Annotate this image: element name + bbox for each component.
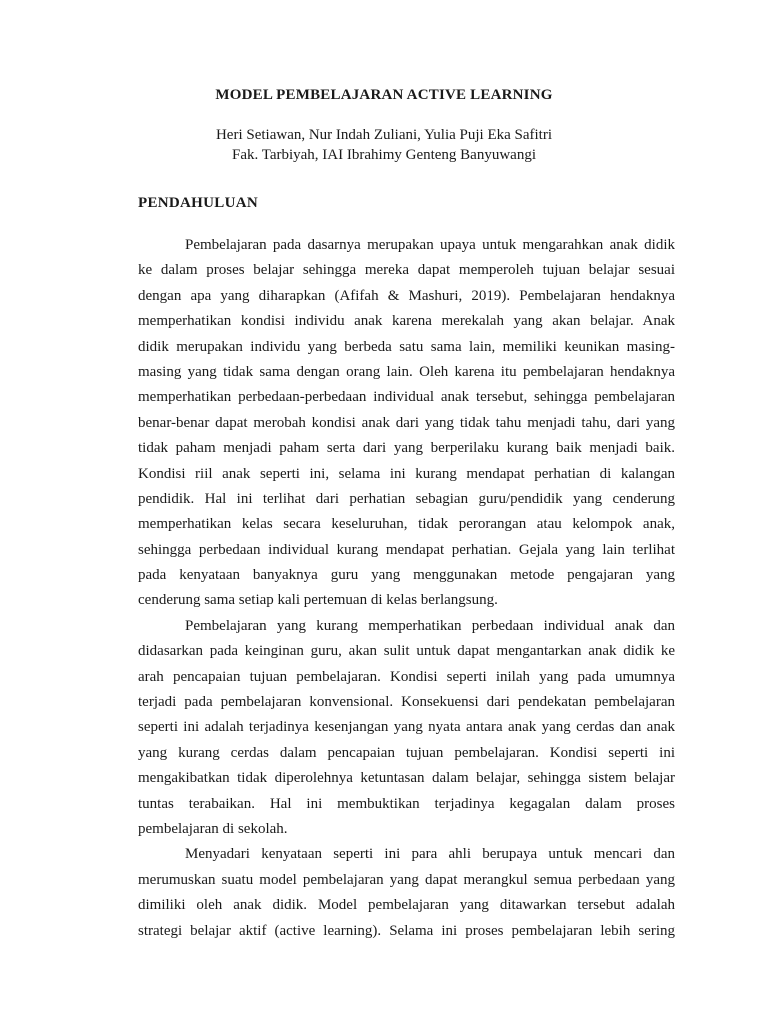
text-line: Menyadari kenyataan seperti ini para ahli berupaya untuk mencari dan [185,846,675,863]
text-line: masing yang tidak sama dengan orang lain. Oleh karena itu pembelajaran hendaknya [138,363,675,380]
text-line: merumuskan suatu model pembelajaran yang dapat merangkul semua perbedaan yang [138,871,675,888]
text-line: memperhatikan kondisi individu anak karena merekalah yang akan belajar. Anak [138,313,675,330]
text-line: memperhatikan kelas secara keseluruhan, tidak perorangan atau kelompok anak, [138,516,675,533]
text-line: dengan apa yang diharapkan (Afifah & Mashuri, 2019). Pembelajaran hendaknya [138,287,675,304]
text-line: tidak paham menjadi paham serta dari yang berperilaku kurang baik menjadi baik. [138,440,675,457]
text-line: memperhatikan perbedaan-perbedaan individual anak tersebut, sehingga pembelajaran [138,389,675,406]
text-line: terjadi pada pembelajaran konvensional. Konsekuensi dari pendekatan pembelajaran [138,694,675,711]
text-line: didik merupakan individu yang berbeda satu sama lain, memiliki keunikan masing- [138,338,675,355]
author-affiliation: Fak. Tarbiyah, IAI Ibrahimy Genteng Banyuwangi [231,147,536,163]
text-line: pada kenyataan banyaknya guru yang menggunakan metode pengajaran yang [138,567,675,584]
section-heading: PENDAHULUAN [138,195,258,211]
text-line: yang kurang cerdas dalam pencapaian tujuan pembelajaran. Kondisi seperti ini [138,744,675,761]
text-line: arah pencapaian tujuan pembelajaran. Kondisi seperti inilah yang pada umumnya [138,668,675,685]
text-line: dimiliki oleh anak didik. Model pembelajaran yang ditawarkan tersebut adalah [138,897,675,914]
text-line: Kondisi riil anak seperti ini, selama ini kurang mendapat perhatian di kalangan [138,465,675,482]
document-title: MODEL PEMBELAJARAN ACTIVE LEARNING [215,87,553,103]
text-line: cenderung sama setiap kali pertemuan di kelas berlangsung. [138,592,498,609]
text-line: didasarkan pada keinginan guru, akan sulit untuk dapat mengantarkan anak didik ke [138,643,675,660]
body-text [138,233,675,944]
text-line: pendidik. Hal ini terlihat dari perhatian sebagian guru/pendidik yang cenderung [138,490,675,507]
text-line: pembelajaran di sekolah. [138,820,288,837]
text-line: benar-benar dapat merobah kondisi anak dari yang tidak tahu menjadi tahu, dari yang [138,414,675,431]
text-line: sehingga perbedaan individual kurang mendapat perhatian. Gejala yang lain terlihat [138,541,675,558]
text-line: mengakibatkan tidak diperolehnya ketuntasan dalam belajar, sehingga sistem belajar [138,770,675,787]
author-names: Heri Setiawan, Nur Indah Zuliani, Yulia Puji Eka Safitri [215,127,553,143]
text-line: Pembelajaran pada dasarnya merupakan upaya untuk mengarahkan anak didik [185,237,675,253]
author-block [0,125,768,165]
text-line: Pembelajaran yang kurang memperhatikan perbedaan individual anak dan [185,617,675,634]
text-line: tuntas terabaikan. Hal ini membuktikan terjadinya kegagalan dalam proses [138,795,675,812]
text-line: ke dalam proses belajar sehingga mereka dapat memperoleh tujuan belajar sesuai [138,262,675,279]
text-line: seperti ini adalah terjadinya kesenjangan yang nyata antara anak yang cerdas dan anak [138,719,675,736]
text-line: strategi belajar aktif (active learning). Selama ini proses pembelajaran lebih sering [138,922,675,939]
